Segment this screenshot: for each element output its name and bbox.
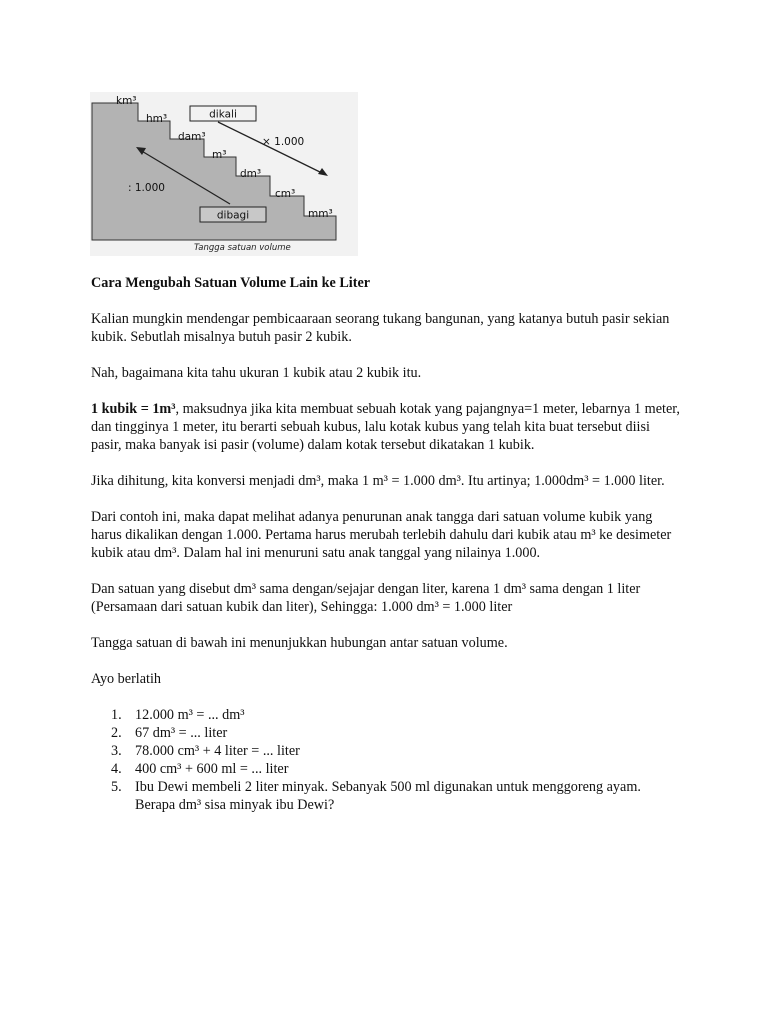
list-item-text: 12.000 m³ = ... dm³ [135,707,245,723]
divide-factor: : 1.000 [128,182,165,194]
unit-label-dm3: dm³ [240,168,262,180]
list-item [91,724,681,742]
dibagi-label: dibagi [216,209,250,222]
article-body [91,274,681,814]
unit-label-km3: km³ [116,95,137,107]
section-heading: Cara Mengubah Satuan Volume Lain ke Liter [91,275,371,291]
volume-staircase-figure [90,92,358,256]
list-item [91,778,681,814]
list-item-number: 3. [111,743,122,759]
exercise-list [91,706,681,814]
paragraph-liter-equivalence: Dan satuan yang disebut dm³ sama dengan/sejajar dengan liter, karena 1 dm³ sama dengan 1 liter (Persamaan dari satuan kubik dan liter), Sehingga: 1.000 dm³ = 1.000 liter [91,581,641,615]
multiply-factor: × 1.000 [262,136,305,148]
definition-text: , maksudnya jika kita membuat sebuah kotak yang pajangnya=1 meter, lebarnya 1 meter, dan tingginya 1 meter, itu berarti sebuah kubus, lalu kotak kubus yang telah kita buat tersebut diisi pasir, maka banyak isi pasir (volume) dalam kotak tersebut dikatakan 1 kubik. [91,401,680,453]
list-item-text: Ibu Dewi membeli 2 liter minyak. Sebanyak 500 ml digunakan untuk menggoreng ayam. Berapa dm³ sisa minyak ibu Dewi? [135,779,641,813]
list-item-number: 2. [111,725,122,741]
list-item-text: 78.000 cm³ + 4 liter = ... liter [135,743,300,759]
list-item [91,742,681,760]
unit-label-dam3: dam³ [178,131,206,143]
list-item-number: 4. [111,761,122,777]
list-item-number: 5. [111,779,122,795]
definition-bold: 1 kubik = 1m³ [91,401,176,417]
unit-label-hm3: hm³ [146,113,168,125]
unit-label-cm3: cm³ [275,188,296,200]
unit-label-m3: m³ [212,149,227,161]
dikali-label: dikali [209,108,237,121]
list-item-text: 400 cm³ + 600 ml = ... liter [135,761,289,777]
paragraph-staircase-explanation: Dari contoh ini, maka dapat melihat adanya penurunan anak tangga dari satuan volume kubik yang harus dikalikan dengan 1.000. Pertama harus merubah terlebih dahulu dari kubik atau m³ ke desimeter kubik atau dm³. Dalam hal ini menuruni satu anak tanggal yang nilainya 1.000. [91,509,672,561]
paragraph-conversion: Jika dihitung, kita konversi menjadi dm³, maka 1 m³ = 1.000 dm³. Itu artinya; 1.000dm³ = 1.000 liter. [91,473,665,489]
paragraph-question: Nah, bagaimana kita tahu ukuran 1 kubik atau 2 kubik itu. [91,365,422,381]
unit-label-mm3: mm³ [308,208,333,220]
list-item [91,706,681,724]
figure-caption: Tangga satuan volume [194,243,291,253]
paragraph-intro: Kalian mungkin mendengar pembicaaraan seorang tukang bangunan, yang katanya butuh pasir sekian kubik. Sebutlah misalnya butuh pasir 2 kubik. [91,311,670,345]
list-item [91,760,681,778]
paragraph-practice-heading: Ayo berlatih [91,671,162,687]
staircase-diagram [90,92,358,256]
list-item-number: 1. [111,707,122,723]
paragraph-staircase-intro: Tangga satuan di bawah ini menunjukkan hubungan antar satuan volume. [91,635,508,651]
paragraph-definition [91,400,681,454]
list-item-text: 67 dm³ = ... liter [135,725,228,741]
